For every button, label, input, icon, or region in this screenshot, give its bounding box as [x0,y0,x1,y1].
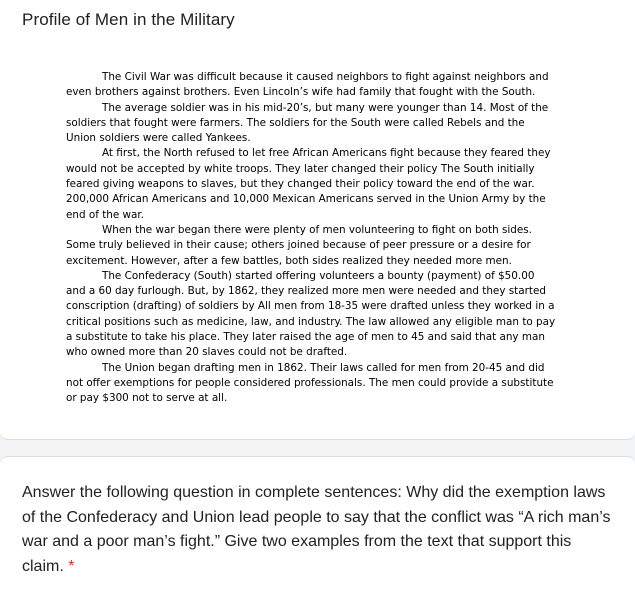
required-asterisk: * [68,557,75,575]
passage-paragraph: The Confederacy (South) started offering volunteers a bounty (payment) of $50.00 and a 60 day furlough. But, by 1862, they realized more men were needed and they started conscription (drafting) of soldiers by All men from 18-35 were drafted unless they worked in a critical positions such as medicine, law, and industry. The law allowed any eligible man to pay a substitute to take his place. They later raised the age of men to 45 and said that any man who owned more than 20 slaves could not be drafted. [66,269,556,359]
passage-paragraph: At first, the North refused to let free African Americans fight because they feared they would not be accepted by white troops. They later changed their policy The South initially feared giving weapons to slaves, but they changed their policy toward the end of the war. 200,000 African Americans and 10,000 Mexican Americans served in the Union Army by the end of the war. [66,147,551,221]
passage-paragraph: When the war began there were plenty of men volunteering to fight on both sides. Some truly believed in their cause; others joined because of peer pressure or a desire for excitement. However, after a few battles, both sides realized they needed more men. [66,223,532,267]
question-text: Answer the following question in complete sentences: Why did the exemption laws of the Confederacy and Union lead people to say that the conflict was “A rich man’s war and a poor man’s fight.” Give two examples from the text that support this claim. [22,484,611,575]
section-title: Profile of Men in the Military [22,10,235,29]
passage-text [66,70,556,407]
question-title [22,481,612,579]
passage-paragraph: The average soldier was in his mid-20’s, but many were younger than 14. Most of the soldiers that fought were farmers. The soldiers for the South were called Rebels and the Union soldiers were called Yankees. [66,101,549,145]
passage-paragraph: The Civil War was difficult because it caused neighbors to fight against neighbors and even brothers against brothers. Even Lincoln’s wife had family that fought with the South. [66,71,549,99]
passage-paragraph: The Union began drafting men in 1862. Their laws called for men from 20-45 and did not offer exemptions for people considered professionals. The men could provide a substitute or pay $300 not to serve at all. [66,361,554,405]
